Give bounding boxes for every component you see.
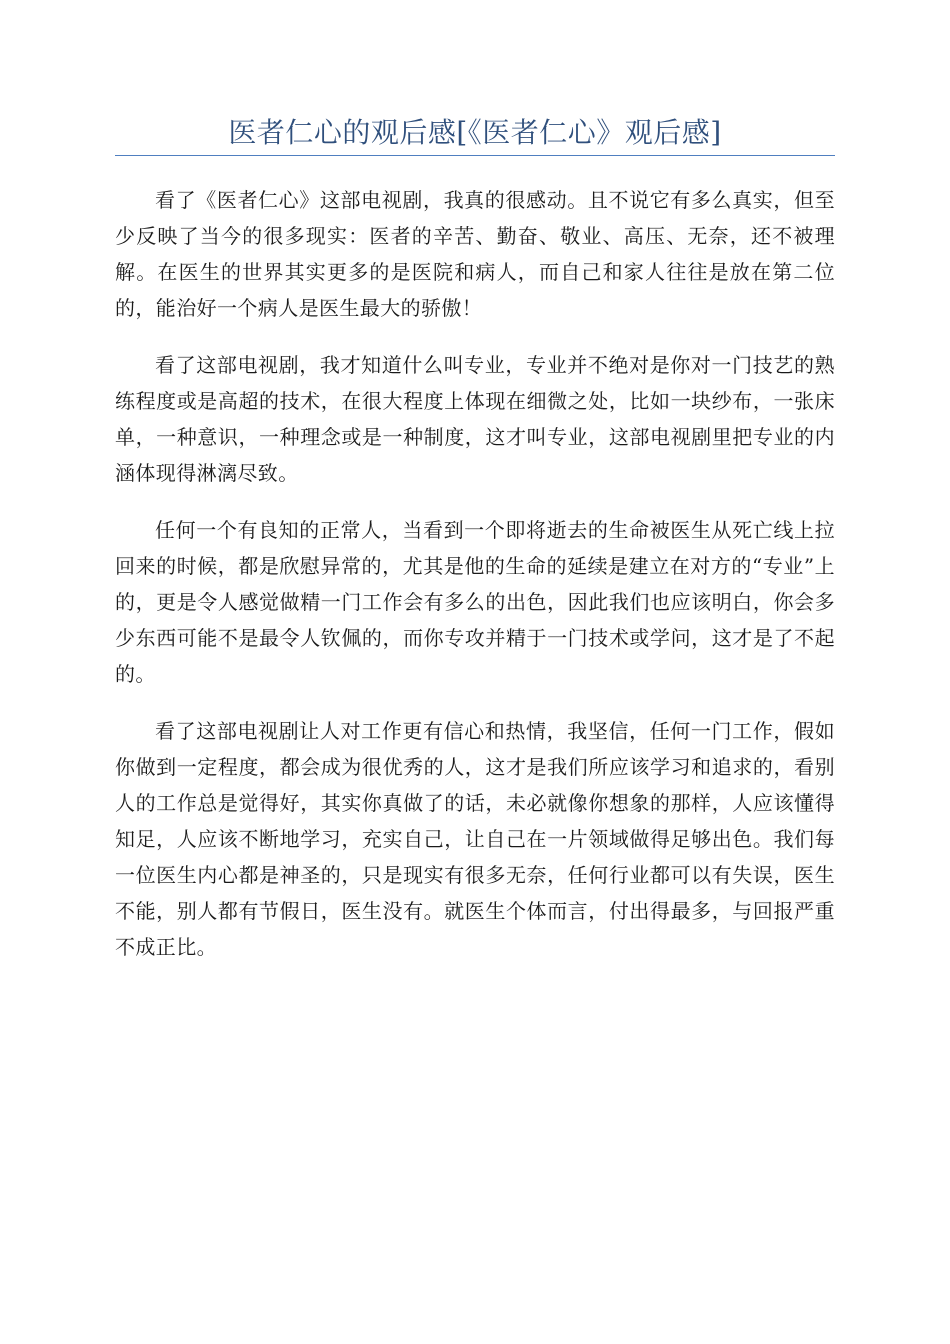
document-body <box>115 182 835 965</box>
paragraph-4: 看了这部电视剧让人对工作更有信心和热情，我坚信，任何一门工作，假如你做到一定程度，都会成为很优秀的人，这才是我们所应该学习和追求的，看别人的工作总是觉得好，其实你真做了的话，未必就像你想象的那样，人应该懂得知足，人应该不断地学习，充实自己，让自己在一片领域做得足够出色。我们每一位医生内心都是神圣的，只是现实有很多无奈，任何行业都可以有失误，医生不能，别人都有节假日，医生没有。就医生个体而言，付出得最多，与回报严重不成正比。 <box>115 719 835 959</box>
document-title: 医者仁心的观后感[《医者仁心》观后感] <box>228 116 722 149</box>
paragraph-3: 任何一个有良知的正常人，当看到一个即将逝去的生命被医生从死亡线上拉回来的时候，都是欣慰异常的，尤其是他的生命的延续是建立在对方的“专业”上的，更是令人感觉做精一门工作会有多么的出色，因此我们也应该明白，你会多少东西可能不是最令人钦佩的，而你专攻并精于一门技术或学问，这才是了不起的。 <box>115 518 835 686</box>
paragraph-2: 看了这部电视剧，我才知道什么叫专业，专业并不绝对是你对一门技艺的熟练程度或是高超的技术，在很大程度上体现在细微之处，比如一块纱布，一张床单，一种意识，一种理念或是一种制度，这才叫专业，这部电视剧里把专业的内涵体现得淋漓尽致。 <box>115 353 835 485</box>
document-page <box>115 0 835 986</box>
title-underline <box>115 155 835 156</box>
paragraph-1: 看了《医者仁心》这部电视剧，我真的很感动。且不说它有多么真实，但至少反映了当今的很多现实：医者的辛苦、勤奋、敬业、高压、无奈，还不被理解。在医生的世界其实更多的是医院和病人，而自己和家人往往是放在第二位的，能治好一个病人是医生最大的骄傲！ <box>115 188 835 320</box>
